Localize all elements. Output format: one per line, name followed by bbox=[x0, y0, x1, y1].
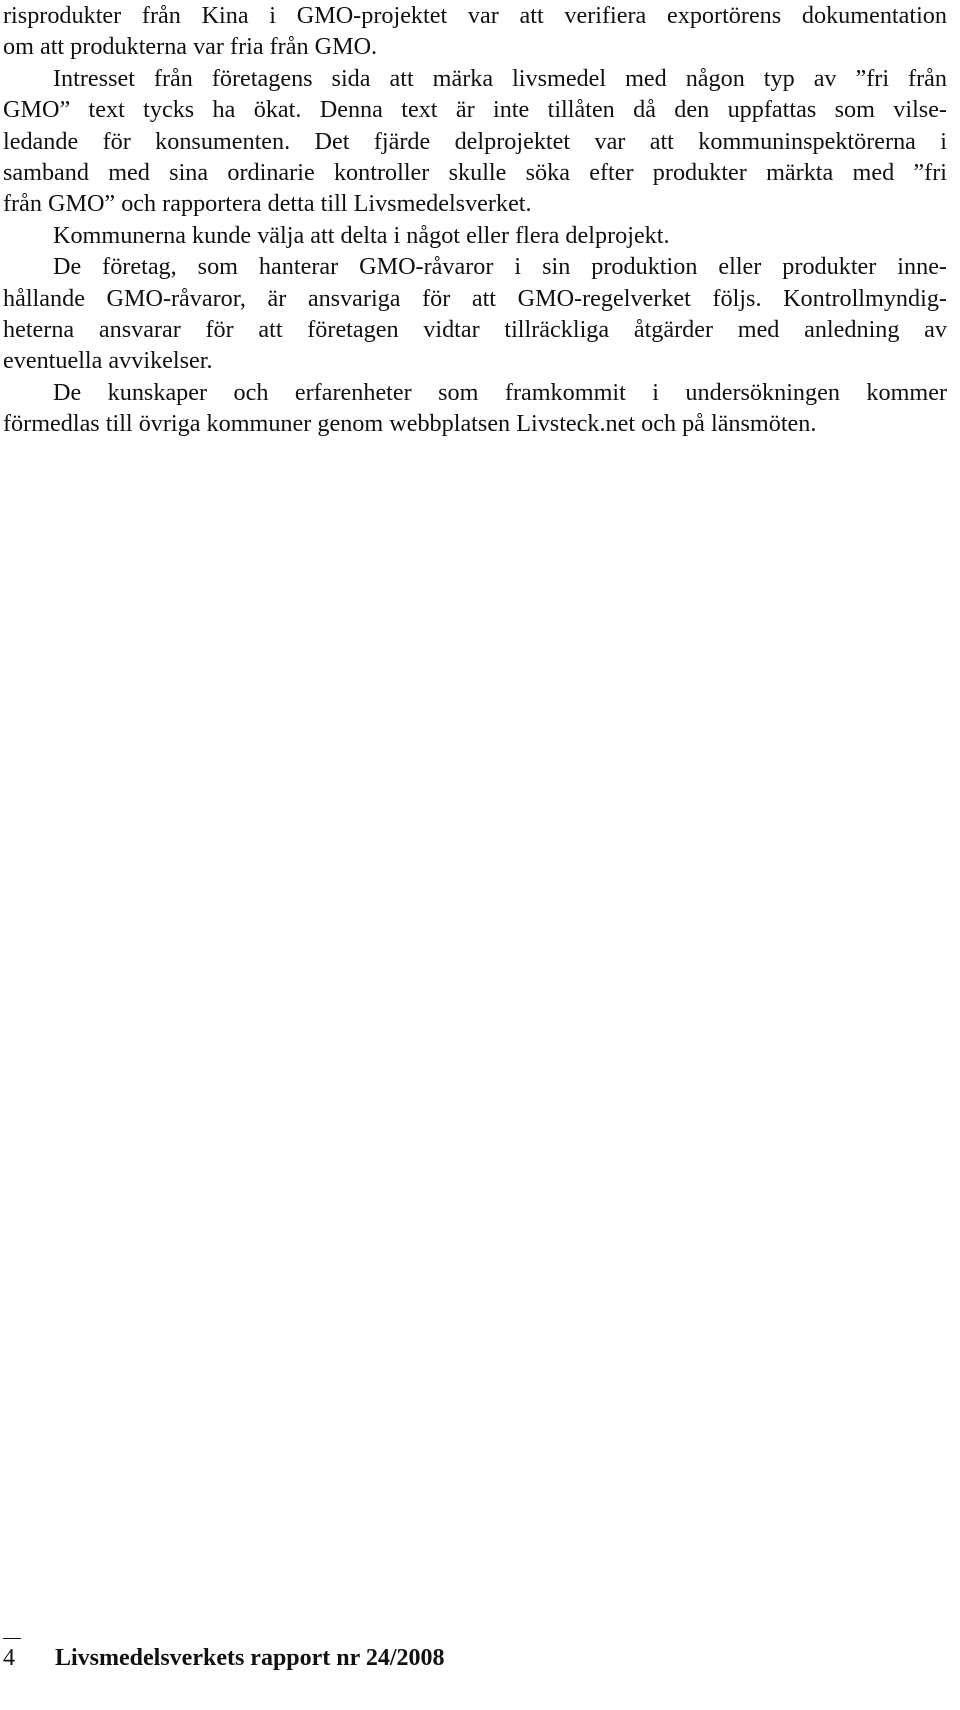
text-line: heterna ansvarar för att företagen vidtar tillräckliga åtgärder med anledning av bbox=[3, 316, 947, 344]
footer-rule bbox=[3, 1638, 21, 1639]
text-line: risprodukter från Kina i GMO-projektet var att verifiera exportörens dokumentation bbox=[3, 2, 947, 29]
text-line: från GMO” och rapportera detta till Livsmedelsverket. bbox=[3, 190, 532, 218]
text-line: De kunskaper och erfarenheter som framkommit i undersökningen kommer bbox=[53, 378, 947, 406]
report-title: Livsmedelsverkets rapport nr 24/2008 bbox=[55, 1645, 445, 1671]
text-line: eventuella avvikelser. bbox=[3, 347, 213, 375]
text-line: hållande GMO-råvaror, är ansvariga för att GMO-regelverket följs. Kontrollmyndig- bbox=[3, 284, 947, 312]
text-line: Intresset från företagens sida att märka livsmedel med någon typ av ”fri från bbox=[53, 64, 947, 92]
text-line: De företag, som hanterar GMO-råvaror i sin produktion eller produkter inne- bbox=[53, 253, 947, 281]
page-number: 4 bbox=[3, 1645, 15, 1671]
text-line: Kommunerna kunde välja att delta i något eller flera delprojekt. bbox=[53, 221, 670, 249]
text-line: ledande för konsumenten. Det fjärde delprojektet var att kommuninspektörerna i bbox=[3, 127, 947, 155]
body-text bbox=[3, 0, 947, 440]
text-line: om att produkterna var fria från GMO. bbox=[3, 33, 378, 61]
text-line: förmedlas till övriga kommuner genom webbplatsen Livsteck.net och på länsmöten. bbox=[3, 410, 817, 438]
text-line: samband med sina ordinarie kontroller skulle söka efter produkter märkta med ”fri bbox=[3, 159, 947, 187]
text-line: GMO” text tycks ha ökat. Denna text är inte tillåten då den uppfattas som vilse- bbox=[3, 96, 947, 124]
